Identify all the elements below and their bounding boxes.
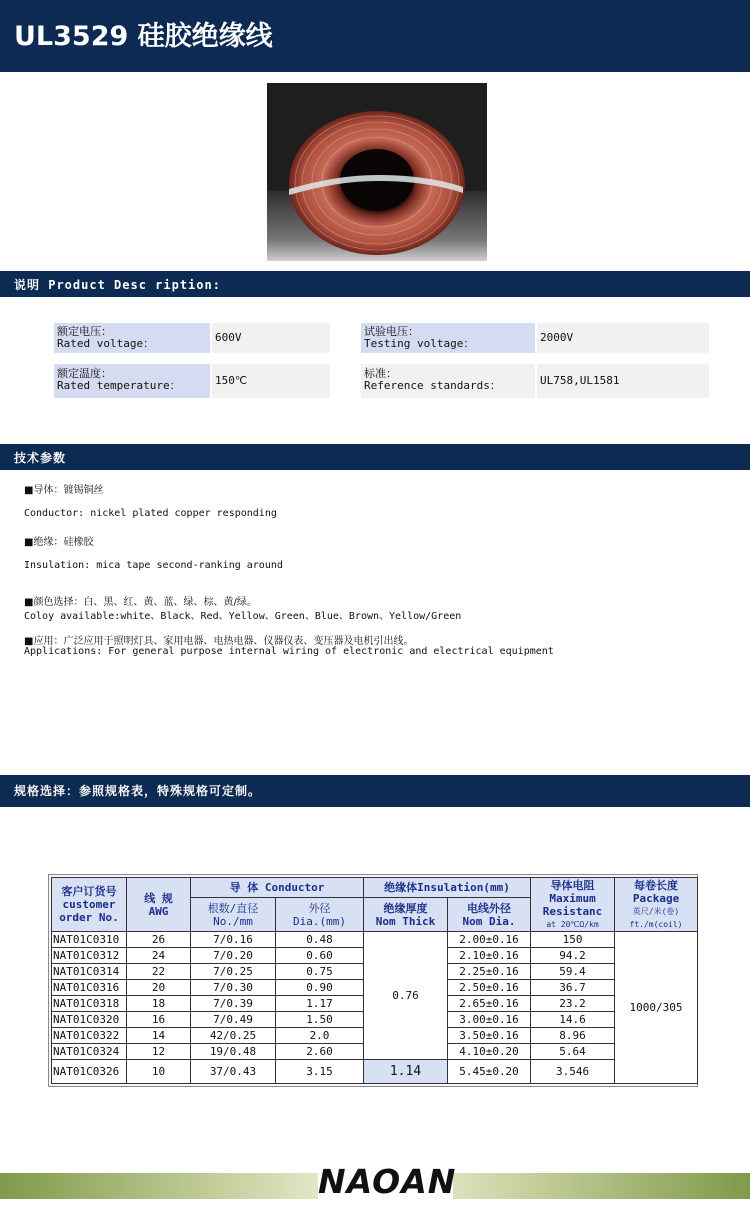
cell-thickness-last: 1.14 xyxy=(364,1060,448,1084)
testing-voltage-en: Testing voltage： xyxy=(364,337,475,350)
cell-dia: 3.15 xyxy=(276,1060,364,1084)
header-order-no xyxy=(52,878,127,932)
rated-temperature-value: 150℃ xyxy=(212,364,330,398)
rated-voltage-value: 600V xyxy=(212,323,330,353)
cell-dia: 2.0 xyxy=(276,1028,364,1044)
cell-resistance: 23.2 xyxy=(531,996,615,1012)
header-strand-cn: 根数/直径 xyxy=(207,901,259,915)
cell-strand: 37/0.43 xyxy=(191,1060,276,1084)
section-header-description xyxy=(0,271,750,297)
cell-code: NAT01C0326 xyxy=(52,1060,127,1084)
tech-color-cn: ■颜色选择：白、黑、红、黄、蓝、绿、棕、黄/绿。 xyxy=(24,597,257,608)
cell-strand: 7/0.39 xyxy=(191,996,276,1012)
cell-code: NAT01C0314 xyxy=(52,964,127,980)
table-row xyxy=(52,1060,698,1084)
cell-strand: 7/0.30 xyxy=(191,980,276,996)
rated-temperature-en: Rated temperature： xyxy=(57,379,181,392)
cell-awg: 14 xyxy=(127,1028,191,1044)
cell-resistance: 36.7 xyxy=(531,980,615,996)
cell-dia: 0.60 xyxy=(276,948,364,964)
tech-conductor-en: Conductor: nickel plated copper responding xyxy=(24,508,277,519)
reference-standards-cn: 标准： xyxy=(364,367,397,380)
header-resistance-cn: 导体电阻 xyxy=(550,878,595,892)
cell-resistance: 3.546 xyxy=(531,1060,615,1084)
header-strand xyxy=(191,898,276,932)
product-photo xyxy=(267,83,487,261)
rated-temperature-cn: 额定温度： xyxy=(57,367,112,380)
cell-strand: 19/0.48 xyxy=(191,1044,276,1060)
cell-strand: 42/0.25 xyxy=(191,1028,276,1044)
reference-standards-value: UL758,UL1581 xyxy=(537,364,709,398)
cell-resistance: 59.4 xyxy=(531,964,615,980)
cell-dia: 0.75 xyxy=(276,964,364,980)
section-header-tech xyxy=(0,444,750,470)
cell-awg: 24 xyxy=(127,948,191,964)
tech-insulation-cn: ■绝缘：硅橡胶 xyxy=(24,537,94,548)
cell-strand: 7/0.25 xyxy=(191,964,276,980)
cell-awg: 18 xyxy=(127,996,191,1012)
tech-insulation-en: Insulation: mica tape second-ranking around xyxy=(24,560,283,571)
header-thickness-en: Nom Thick xyxy=(375,914,436,928)
cell-od: 3.00±0.16 xyxy=(448,1012,531,1028)
cell-resistance: 14.6 xyxy=(531,1012,615,1028)
cell-strand: 7/0.16 xyxy=(191,932,276,948)
header-awg-cn: 线 规 xyxy=(144,891,173,905)
header-diameter-en: Dia.(mm) xyxy=(293,914,346,928)
header-order-no-cn: 客户订货号 xyxy=(61,885,117,898)
cell-code: NAT01C0310 xyxy=(52,932,127,948)
header-resistance-unit: at 20℃Ω/km xyxy=(546,919,599,929)
cell-resistance: 8.96 xyxy=(531,1028,615,1044)
header-awg-en: AWG xyxy=(148,904,169,918)
header-order-no-en1: customer xyxy=(62,898,116,911)
reference-standards-label xyxy=(361,364,535,398)
rated-voltage-cn: 额定电压： xyxy=(57,325,112,338)
table-row xyxy=(52,932,698,948)
spec-table xyxy=(51,877,698,1084)
reference-standards-en: Reference standards： xyxy=(364,379,501,392)
testing-voltage-value: 2000V xyxy=(537,323,709,353)
cell-code: NAT01C0320 xyxy=(52,1012,127,1028)
cell-od: 3.50±0.16 xyxy=(448,1028,531,1044)
cell-dia: 2.60 xyxy=(276,1044,364,1060)
cell-od: 2.00±0.16 xyxy=(448,932,531,948)
header-package-en: Package xyxy=(632,891,680,905)
header-thickness xyxy=(364,898,448,932)
cell-od: 4.10±0.20 xyxy=(448,1044,531,1060)
header-diameter xyxy=(276,898,364,932)
testing-voltage-cn: 试验电压： xyxy=(364,325,419,338)
cell-package: 1000/305 xyxy=(615,932,698,1084)
cell-resistance: 94.2 xyxy=(531,948,615,964)
cell-code: NAT01C0324 xyxy=(52,1044,127,1060)
cell-strand: 7/0.20 xyxy=(191,948,276,964)
cell-od: 2.65±0.16 xyxy=(448,996,531,1012)
cell-awg: 16 xyxy=(127,1012,191,1028)
header-thickness-cn: 绝缘厚度 xyxy=(383,901,428,915)
cell-code: NAT01C0318 xyxy=(52,996,127,1012)
tech-applications-en: Applications: For general purpose internal wiring of electronic and electrical equipment xyxy=(24,646,554,657)
cell-code: NAT01C0322 xyxy=(52,1028,127,1044)
section-title-tech: 技术参数 xyxy=(14,451,67,465)
header-conductor: 导 体 Conductor xyxy=(191,878,364,898)
rated-temperature-label xyxy=(54,364,210,398)
cell-code: NAT01C0316 xyxy=(52,980,127,996)
section-title-spec: 规格选择：参照规格表，特殊规格可定制。 xyxy=(14,784,262,798)
cell-dia: 1.50 xyxy=(276,1012,364,1028)
cell-od: 2.50±0.16 xyxy=(448,980,531,996)
cell-od: 2.25±0.16 xyxy=(448,964,531,980)
section-title-description: 说明 Product Desc ription: xyxy=(14,278,221,292)
rated-voltage-label xyxy=(54,323,210,353)
header-diameter-cn: 外径 xyxy=(308,901,331,915)
header-package-unit-en: ft./m(coil) xyxy=(629,919,683,929)
header-resistance xyxy=(531,878,615,932)
header-resistance-en2: Resistanc xyxy=(542,904,603,918)
page-title-bar xyxy=(0,0,750,72)
cell-thickness-main: 0.76 xyxy=(364,932,448,1060)
rated-voltage-en: Rated voltage： xyxy=(57,337,155,350)
cell-od: 2.10±0.16 xyxy=(448,948,531,964)
spec-table-container xyxy=(48,874,698,1087)
header-outer-diameter xyxy=(448,898,531,932)
cell-dia: 1.17 xyxy=(276,996,364,1012)
header-order-no-en2: order No. xyxy=(59,911,119,924)
header-resistance-en1: Maximum xyxy=(549,891,596,905)
cell-awg: 12 xyxy=(127,1044,191,1060)
cell-strand: 7/0.49 xyxy=(191,1012,276,1028)
wire-coil-image xyxy=(267,83,487,261)
testing-voltage-label xyxy=(361,323,535,353)
page-title: UL3529 硅胶绝缘线 xyxy=(14,21,273,52)
cell-awg: 22 xyxy=(127,964,191,980)
tech-applications-cn: ■应用：广泛应用于照明灯具、家用电器、电热电器、仪器仪表、变压器及电机引出线。 xyxy=(24,636,414,647)
cell-resistance: 150 xyxy=(531,932,615,948)
cell-dia: 0.90 xyxy=(276,980,364,996)
header-strand-en: No./mm xyxy=(213,914,253,928)
header-insulation: 绝缘体Insulation(mm) xyxy=(364,878,531,898)
header-outer-diameter-cn: 电线外径 xyxy=(467,901,512,915)
tech-conductor-cn: ■导体：镀锡铜丝 xyxy=(24,485,104,496)
cell-dia: 0.48 xyxy=(276,932,364,948)
cell-awg: 20 xyxy=(127,980,191,996)
header-outer-diameter-en: Nom Dia. xyxy=(462,914,516,928)
header-package-cn: 每卷长度 xyxy=(634,878,679,892)
header-package xyxy=(615,878,698,932)
cell-awg: 10 xyxy=(127,1060,191,1084)
cell-awg: 26 xyxy=(127,932,191,948)
cell-od: 5.45±0.20 xyxy=(448,1060,531,1084)
brand-logo: NAOAN xyxy=(318,1160,453,1204)
section-header-spec xyxy=(0,775,750,807)
cell-resistance: 5.64 xyxy=(531,1044,615,1060)
tech-color-en: Coloy available:white、Black、Red、Yellow、Green、Blue、Brown、Yellow/Green xyxy=(24,611,462,622)
cell-code: NAT01C0312 xyxy=(52,948,127,964)
header-package-unit-cn: 英尺/米(卷) xyxy=(632,906,680,916)
header-awg xyxy=(127,878,191,932)
